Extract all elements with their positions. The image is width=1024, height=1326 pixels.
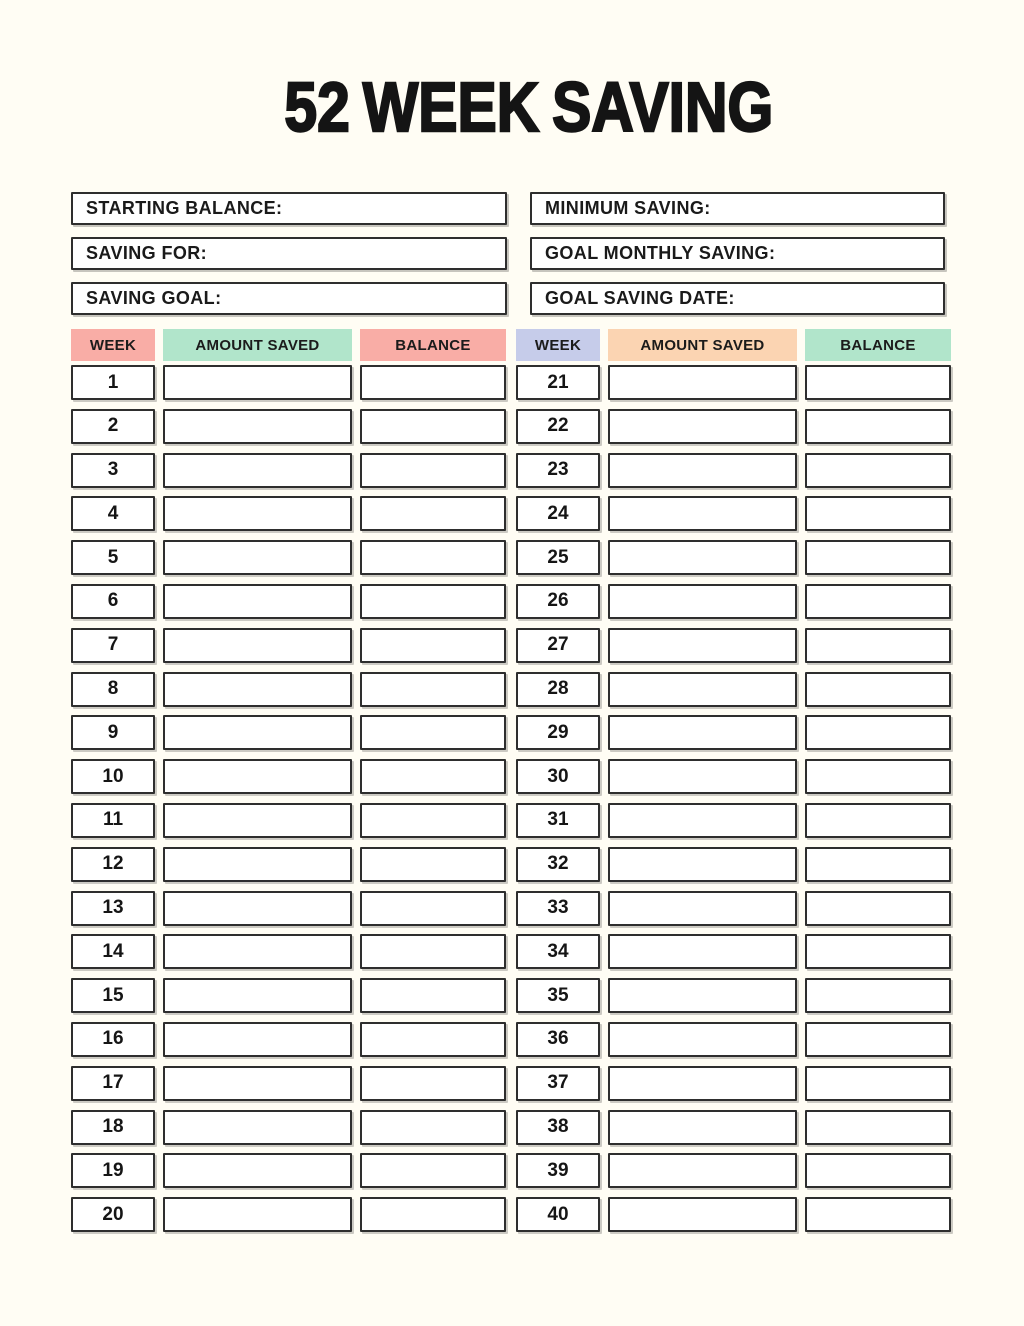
amount-saved-cell[interactable]	[163, 496, 352, 531]
week-number-cell: 9	[71, 715, 155, 750]
balance-cell[interactable]	[805, 891, 951, 926]
balance-cell[interactable]	[360, 453, 506, 488]
balance-cell[interactable]	[805, 1153, 951, 1188]
column-header-amount-saved: AMOUNT SAVED	[608, 329, 797, 361]
week-number-cell: 40	[516, 1197, 600, 1232]
amount-saved-cell[interactable]	[163, 672, 352, 707]
balance-cell[interactable]	[805, 540, 951, 575]
week-number-cell: 20	[71, 1197, 155, 1232]
table-body	[516, 365, 951, 1232]
balance-cell[interactable]	[805, 759, 951, 794]
week-number-cell: 39	[516, 1153, 600, 1188]
week-number-cell: 6	[71, 584, 155, 619]
amount-saved-cell[interactable]	[163, 409, 352, 444]
week-number-cell: 33	[516, 891, 600, 926]
amount-saved-cell[interactable]	[608, 365, 797, 400]
balance-cell[interactable]	[360, 1110, 506, 1145]
column-header-balance: BALANCE	[360, 329, 506, 361]
week-number-cell: 24	[516, 496, 600, 531]
amount-saved-cell[interactable]	[608, 891, 797, 926]
amount-saved-cell[interactable]	[163, 934, 352, 969]
balance-cell[interactable]	[360, 628, 506, 663]
amount-saved-cell[interactable]	[163, 1066, 352, 1101]
week-number-cell: 32	[516, 847, 600, 882]
amount-saved-cell[interactable]	[608, 584, 797, 619]
balance-cell[interactable]	[360, 847, 506, 882]
table-header-row	[71, 329, 506, 361]
balance-cell[interactable]	[360, 803, 506, 838]
amount-saved-cell[interactable]	[608, 978, 797, 1013]
week-number-cell: 29	[516, 715, 600, 750]
amount-saved-cell[interactable]	[608, 1022, 797, 1057]
week-number-cell: 13	[71, 891, 155, 926]
amount-saved-cell[interactable]	[608, 496, 797, 531]
balance-cell[interactable]	[805, 584, 951, 619]
balance-cell[interactable]	[360, 540, 506, 575]
week-number-cell: 10	[71, 759, 155, 794]
amount-saved-cell[interactable]	[163, 584, 352, 619]
amount-saved-cell[interactable]	[163, 1153, 352, 1188]
goal-saving-date-label: GOAL SAVING DATE:	[545, 288, 735, 308]
amount-saved-cell[interactable]	[163, 1197, 352, 1232]
balance-cell[interactable]	[805, 803, 951, 838]
amount-saved-cell[interactable]	[608, 628, 797, 663]
week-number-cell: 23	[516, 453, 600, 488]
week-number-cell: 16	[71, 1022, 155, 1057]
starting-balance-field[interactable]	[71, 192, 507, 225]
balance-cell[interactable]	[360, 365, 506, 400]
balance-cell[interactable]	[360, 715, 506, 750]
starting-balance-label: STARTING BALANCE:	[86, 198, 283, 218]
balance-cell[interactable]	[805, 1022, 951, 1057]
week-number-cell: 11	[71, 803, 155, 838]
saving-for-label: SAVING FOR:	[86, 243, 208, 263]
balance-cell[interactable]	[360, 409, 506, 444]
balance-cell[interactable]	[805, 453, 951, 488]
week-number-cell: 4	[71, 496, 155, 531]
week-number-cell: 38	[516, 1110, 600, 1145]
column-header-week: WEEK	[71, 329, 155, 361]
week-number-cell: 21	[516, 365, 600, 400]
amount-saved-cell[interactable]	[163, 891, 352, 926]
info-fields	[71, 192, 951, 315]
balance-cell[interactable]	[360, 759, 506, 794]
week-number-cell: 14	[71, 934, 155, 969]
amount-saved-cell[interactable]	[608, 409, 797, 444]
balance-cell[interactable]	[360, 584, 506, 619]
week-number-cell: 5	[71, 540, 155, 575]
balance-cell[interactable]	[360, 978, 506, 1013]
balance-cell[interactable]	[360, 496, 506, 531]
balance-cell[interactable]	[360, 672, 506, 707]
balance-cell[interactable]	[805, 1110, 951, 1145]
amount-saved-cell[interactable]	[163, 1110, 352, 1145]
amount-saved-cell[interactable]	[608, 1066, 797, 1101]
amount-saved-cell[interactable]	[608, 1153, 797, 1188]
page-title: 52 WEEK SAVING	[284, 68, 774, 146]
week-number-cell: 25	[516, 540, 600, 575]
saving-goal-label: SAVING GOAL:	[86, 288, 222, 308]
table-header-row	[516, 329, 951, 361]
week-table-2	[516, 329, 951, 1232]
balance-cell[interactable]	[805, 1197, 951, 1232]
balance-cell[interactable]	[360, 934, 506, 969]
amount-saved-cell[interactable]	[608, 847, 797, 882]
balance-cell[interactable]	[805, 365, 951, 400]
amount-saved-cell[interactable]	[608, 803, 797, 838]
table-body	[71, 365, 506, 1232]
balance-cell[interactable]	[360, 1066, 506, 1101]
week-number-cell: 7	[71, 628, 155, 663]
balance-cell[interactable]	[805, 672, 951, 707]
amount-saved-cell[interactable]	[608, 453, 797, 488]
amount-saved-cell[interactable]	[163, 978, 352, 1013]
amount-saved-cell[interactable]	[163, 628, 352, 663]
savings-tables	[71, 329, 951, 1232]
goal-saving-date-field[interactable]	[530, 282, 945, 315]
amount-saved-cell[interactable]	[163, 847, 352, 882]
balance-cell[interactable]	[805, 978, 951, 1013]
week-number-cell: 2	[71, 409, 155, 444]
week-table-1	[71, 329, 506, 1232]
week-number-cell: 27	[516, 628, 600, 663]
balance-cell[interactable]	[805, 496, 951, 531]
week-number-cell: 19	[71, 1153, 155, 1188]
balance-cell[interactable]	[805, 1066, 951, 1101]
week-number-cell: 1	[71, 365, 155, 400]
balance-cell[interactable]	[360, 1153, 506, 1188]
week-number-cell: 22	[516, 409, 600, 444]
balance-cell[interactable]	[805, 409, 951, 444]
week-number-cell: 12	[71, 847, 155, 882]
minimum-saving-label: MINIMUM SAVING:	[545, 198, 711, 218]
amount-saved-cell[interactable]	[608, 934, 797, 969]
week-number-cell: 26	[516, 584, 600, 619]
balance-cell[interactable]	[360, 891, 506, 926]
amount-saved-cell[interactable]	[608, 1110, 797, 1145]
saving-goal-field[interactable]	[71, 282, 507, 315]
amount-saved-cell[interactable]	[163, 453, 352, 488]
week-number-cell: 18	[71, 1110, 155, 1145]
balance-cell[interactable]	[805, 847, 951, 882]
amount-saved-cell[interactable]	[163, 759, 352, 794]
week-number-cell: 3	[71, 453, 155, 488]
amount-saved-cell[interactable]	[608, 759, 797, 794]
info-fields-right-column	[530, 192, 945, 315]
column-header-week: WEEK	[516, 329, 600, 361]
amount-saved-cell[interactable]	[608, 672, 797, 707]
goal-monthly-saving-field[interactable]	[530, 237, 945, 270]
week-number-cell: 17	[71, 1066, 155, 1101]
amount-saved-cell[interactable]	[163, 540, 352, 575]
balance-cell[interactable]	[805, 628, 951, 663]
column-header-balance: BALANCE	[805, 329, 951, 361]
amount-saved-cell[interactable]	[608, 540, 797, 575]
week-number-cell: 36	[516, 1022, 600, 1057]
balance-cell[interactable]	[805, 715, 951, 750]
week-number-cell: 37	[516, 1066, 600, 1101]
balance-cell[interactable]	[805, 934, 951, 969]
column-header-amount-saved: AMOUNT SAVED	[163, 329, 352, 361]
amount-saved-cell[interactable]	[608, 715, 797, 750]
minimum-saving-field[interactable]	[530, 192, 945, 225]
week-number-cell: 8	[71, 672, 155, 707]
week-number-cell: 34	[516, 934, 600, 969]
week-number-cell: 35	[516, 978, 600, 1013]
balance-cell[interactable]	[360, 1197, 506, 1232]
content	[71, 192, 951, 1232]
balance-cell[interactable]	[360, 1022, 506, 1057]
amount-saved-cell[interactable]	[163, 1022, 352, 1057]
week-number-cell: 15	[71, 978, 155, 1013]
week-number-cell: 28	[516, 672, 600, 707]
amount-saved-cell[interactable]	[608, 1197, 797, 1232]
amount-saved-cell[interactable]	[163, 365, 352, 400]
week-number-cell: 30	[516, 759, 600, 794]
amount-saved-cell[interactable]	[163, 715, 352, 750]
saving-for-field[interactable]	[71, 237, 507, 270]
info-fields-left-column	[71, 192, 507, 315]
goal-monthly-saving-label: GOAL MONTHLY SAVING:	[545, 243, 776, 263]
amount-saved-cell[interactable]	[163, 803, 352, 838]
week-number-cell: 31	[516, 803, 600, 838]
